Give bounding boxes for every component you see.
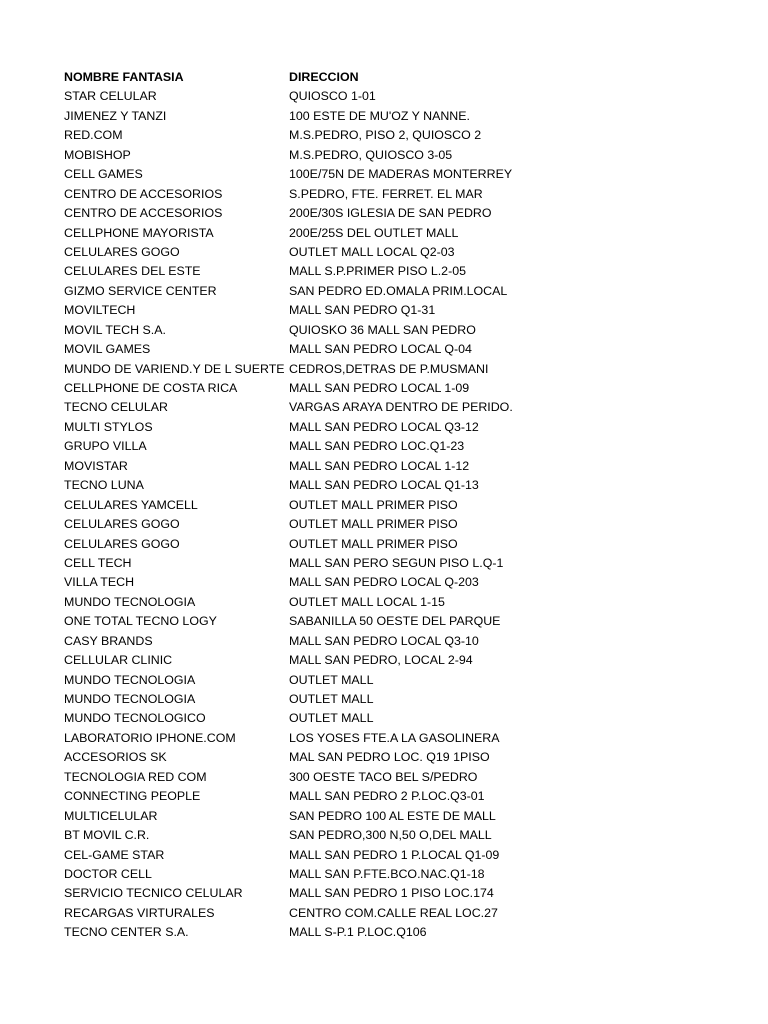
- store-address-cell: MALL S-P.1 P.LOC.Q106: [289, 925, 427, 940]
- store-name-cell: MUNDO TECNOLOGICO: [64, 711, 206, 726]
- table-row: [0, 651, 768, 670]
- store-address-cell: MALL SAN PEDRO LOCAL Q3-10: [289, 633, 479, 648]
- store-name-cell: MOBISHOP: [64, 147, 131, 162]
- table-row: [0, 826, 768, 845]
- table-row: [0, 535, 768, 554]
- table-row: [0, 904, 768, 923]
- store-address-cell: SAN PEDRO ED.OMALA PRIM.LOCAL: [289, 283, 508, 298]
- table-row: [0, 418, 768, 437]
- store-name-cell: TECNOLOGIA RED COM: [64, 769, 207, 784]
- store-name-cell: CEL-GAME STAR: [64, 847, 165, 862]
- store-address-cell: MALL S.P.PRIMER PISO L.2-05: [289, 264, 466, 279]
- store-address-cell: MALL SAN PEDRO LOCAL Q-203: [289, 575, 479, 590]
- table-row: [0, 515, 768, 534]
- table-row: [0, 262, 768, 281]
- table-row: [0, 554, 768, 573]
- table-row: [0, 612, 768, 631]
- store-address-cell: OUTLET MALL LOCAL Q2-03: [289, 244, 455, 259]
- store-address-cell: MALL SAN PEDRO 2 P.LOC.Q3-01: [289, 789, 485, 804]
- store-address-cell: CENTRO COM.CALLE REAL LOC.27: [289, 905, 498, 920]
- store-address-cell: MALL SAN PEDRO 1 PISO LOC.174: [289, 886, 494, 901]
- store-name-cell: LABORATORIO IPHONE.COM: [64, 730, 236, 745]
- table-row: [0, 476, 768, 495]
- table-row: [0, 632, 768, 651]
- table-row: [0, 301, 768, 320]
- store-name-cell: MULTI STYLOS: [64, 419, 153, 434]
- store-name-cell: MUNDO TECNOLOGIA: [64, 692, 196, 706]
- store-address-cell: MALL SAN PEDRO LOCAL Q1-13: [289, 478, 479, 493]
- table-row: [0, 593, 768, 612]
- table-row: [0, 807, 768, 826]
- store-address-cell: MALL SAN PEDRO LOCAL 1-09: [289, 381, 470, 395]
- store-address-cell: LOS YOSES FTE.A LA GASOLINERA: [289, 730, 500, 745]
- table-row: [0, 185, 768, 204]
- store-address-cell: MALL SAN PERO SEGUN PISO L.Q-1: [289, 555, 504, 570]
- store-name-cell: CENTRO DE ACCESORIOS: [64, 206, 223, 221]
- store-name-cell: CELULARES YAMCELL: [64, 497, 198, 512]
- store-name-cell: CELULARES DEL ESTE: [64, 264, 201, 279]
- store-address-cell: 100 ESTE DE MU'OZ Y NANNE.: [289, 108, 470, 123]
- table-row: [0, 282, 768, 301]
- table-row: [0, 165, 768, 184]
- store-name-cell: MUNDO DE VARIEND.Y DE L SUERTE: [64, 361, 285, 376]
- store-address-cell: CEDROS,DETRAS DE P.MUSMANI: [289, 361, 489, 376]
- store-address-cell: SAN PEDRO,300 N,50 O,DEL MALL: [289, 828, 492, 843]
- store-address-cell: MALL SAN PEDRO LOCAL Q-04: [289, 342, 472, 357]
- table-row: [0, 496, 768, 515]
- store-name-cell: TECNO CENTER S.A.: [64, 925, 189, 940]
- store-name-cell: CASY BRANDS: [64, 633, 153, 648]
- store-address-cell: QUIOSCO 1-01: [289, 89, 376, 104]
- store-address-cell: OUTLET MALL PRIMER PISO: [289, 497, 458, 512]
- store-address-cell: OUTLET MALL: [289, 692, 374, 706]
- store-address-cell: OUTLET MALL PRIMER PISO: [289, 517, 458, 532]
- header-nombre-fantasia: NOMBRE FANTASIA: [64, 70, 184, 84]
- table-row: [0, 398, 768, 417]
- table-row: [0, 126, 768, 145]
- store-name-cell: MUNDO TECNOLOGIA: [64, 594, 196, 609]
- store-address-cell: MALL SAN PEDRO LOCAL 1-12: [289, 458, 470, 473]
- store-address-cell: SAN PEDRO 100 AL ESTE DE MALL: [289, 808, 496, 823]
- store-name-cell: CELL GAMES: [64, 167, 143, 182]
- store-name-cell: TECNO LUNA: [64, 478, 144, 493]
- store-name-cell: ONE TOTAL TECNO LOGY: [64, 614, 217, 629]
- store-address-cell: OUTLET MALL: [289, 672, 374, 687]
- store-address-cell: 200E/30S IGLESIA DE SAN PEDRO: [289, 206, 492, 221]
- store-address-cell: VARGAS ARAYA DENTRO DE PERIDO.: [289, 400, 513, 415]
- store-address-cell: MALL SAN P.FTE.BCO.NAC.Q1-18: [289, 866, 485, 881]
- table-body: [0, 87, 768, 942]
- store-address-cell: S.PEDRO, FTE. FERRET. EL MAR: [289, 186, 483, 201]
- table-row: [0, 224, 768, 243]
- store-name-cell: JIMENEZ Y TANZI: [64, 108, 167, 123]
- store-directory-table: [0, 68, 768, 943]
- store-name-cell: RECARGAS VIRTURALES: [64, 905, 215, 920]
- table-row: [0, 846, 768, 865]
- table-row: [0, 107, 768, 126]
- store-name-cell: CELLULAR CLINIC: [64, 653, 173, 668]
- store-name-cell: CELLPHONE MAYORISTA: [64, 225, 214, 240]
- store-address-cell: 200E/25S DEL OUTLET MALL: [289, 225, 459, 240]
- store-address-cell: 100E/75N DE MADERAS MONTERREY: [289, 167, 513, 182]
- store-address-cell: MAL SAN PEDRO LOC. Q19 1PISO: [289, 750, 490, 765]
- table-row: [0, 729, 768, 748]
- store-name-cell: GRUPO VILLA: [64, 439, 147, 454]
- store-address-cell: OUTLET MALL LOCAL 1-15: [289, 594, 445, 609]
- table-row: [0, 204, 768, 223]
- store-address-cell: 300 OESTE TACO BEL S/PEDRO: [289, 769, 478, 784]
- store-name-cell: ACCESORIOS SK: [64, 750, 167, 765]
- table-row: [0, 884, 768, 903]
- store-name-cell: DOCTOR CELL: [64, 866, 152, 881]
- table-row: [0, 87, 768, 106]
- table-row: [0, 573, 768, 592]
- store-name-cell: MUNDO TECNOLOGIA: [64, 672, 196, 687]
- store-name-cell: MOVILTECH: [64, 303, 136, 318]
- store-address-cell: M.S.PEDRO, PISO 2, QUIOSCO 2: [289, 128, 482, 143]
- store-name-cell: CELULARES GOGO: [64, 536, 180, 551]
- table-row: [0, 360, 768, 379]
- store-address-cell: MALL SAN PEDRO, LOCAL 2-94: [289, 653, 473, 668]
- store-address-cell: SABANILLA 50 OESTE DEL PARQUE: [289, 614, 501, 629]
- table-row: [0, 340, 768, 359]
- table-row: [0, 379, 768, 398]
- store-name-cell: MULTICELULAR: [64, 808, 158, 823]
- store-address-cell: M.S.PEDRO, QUIOSCO 3-05: [289, 147, 453, 162]
- table-row: [0, 748, 768, 767]
- store-name-cell: BT MOVIL C.R.: [64, 828, 150, 843]
- table-row: [0, 709, 768, 728]
- table-row: [0, 690, 768, 709]
- store-address-cell: OUTLET MALL: [289, 711, 374, 726]
- store-name-cell: MOVISTAR: [64, 458, 128, 473]
- store-name-cell: TECNO CELULAR: [64, 400, 168, 415]
- table-row: [0, 768, 768, 787]
- table-row: [0, 865, 768, 884]
- table-row: [0, 787, 768, 806]
- store-address-cell: MALL SAN PEDRO LOC.Q1-23: [289, 439, 465, 454]
- store-address-cell: OUTLET MALL PRIMER PISO: [289, 536, 458, 551]
- header-direccion: DIRECCION: [289, 70, 359, 84]
- table-header-row: [0, 68, 768, 87]
- store-name-cell: CELULARES GOGO: [64, 517, 180, 532]
- store-name-cell: CELULARES GOGO: [64, 244, 180, 259]
- store-name-cell: SERVICIO TECNICO CELULAR: [64, 886, 243, 901]
- store-address-cell: QUIOSKO 36 MALL SAN PEDRO: [289, 322, 476, 337]
- table-row: [0, 923, 768, 942]
- table-row: [0, 321, 768, 340]
- table-row: [0, 671, 768, 690]
- store-address-cell: MALL SAN PEDRO Q1-31: [289, 303, 436, 318]
- store-name-cell: CONNECTING PEOPLE: [64, 789, 201, 804]
- store-address-cell: MALL SAN PEDRO LOCAL Q3-12: [289, 419, 479, 434]
- store-name-cell: STAR CELULAR: [64, 89, 157, 104]
- store-name-cell: MOVIL GAMES: [64, 342, 151, 357]
- store-name-cell: RED.COM: [64, 128, 123, 143]
- store-name-cell: MOVIL TECH S.A.: [64, 322, 166, 337]
- table-row: [0, 243, 768, 262]
- table-row: [0, 437, 768, 456]
- store-name-cell: GIZMO SERVICE CENTER: [64, 283, 217, 298]
- table-row: [0, 146, 768, 165]
- store-name-cell: CELLPHONE DE COSTA RICA: [64, 381, 238, 395]
- store-address-cell: MALL SAN PEDRO 1 P.LOCAL Q1-09: [289, 847, 500, 862]
- store-name-cell: CENTRO DE ACCESORIOS: [64, 186, 223, 201]
- store-name-cell: VILLA TECH: [64, 575, 135, 590]
- store-name-cell: CELL TECH: [64, 555, 132, 570]
- table-row: [0, 457, 768, 476]
